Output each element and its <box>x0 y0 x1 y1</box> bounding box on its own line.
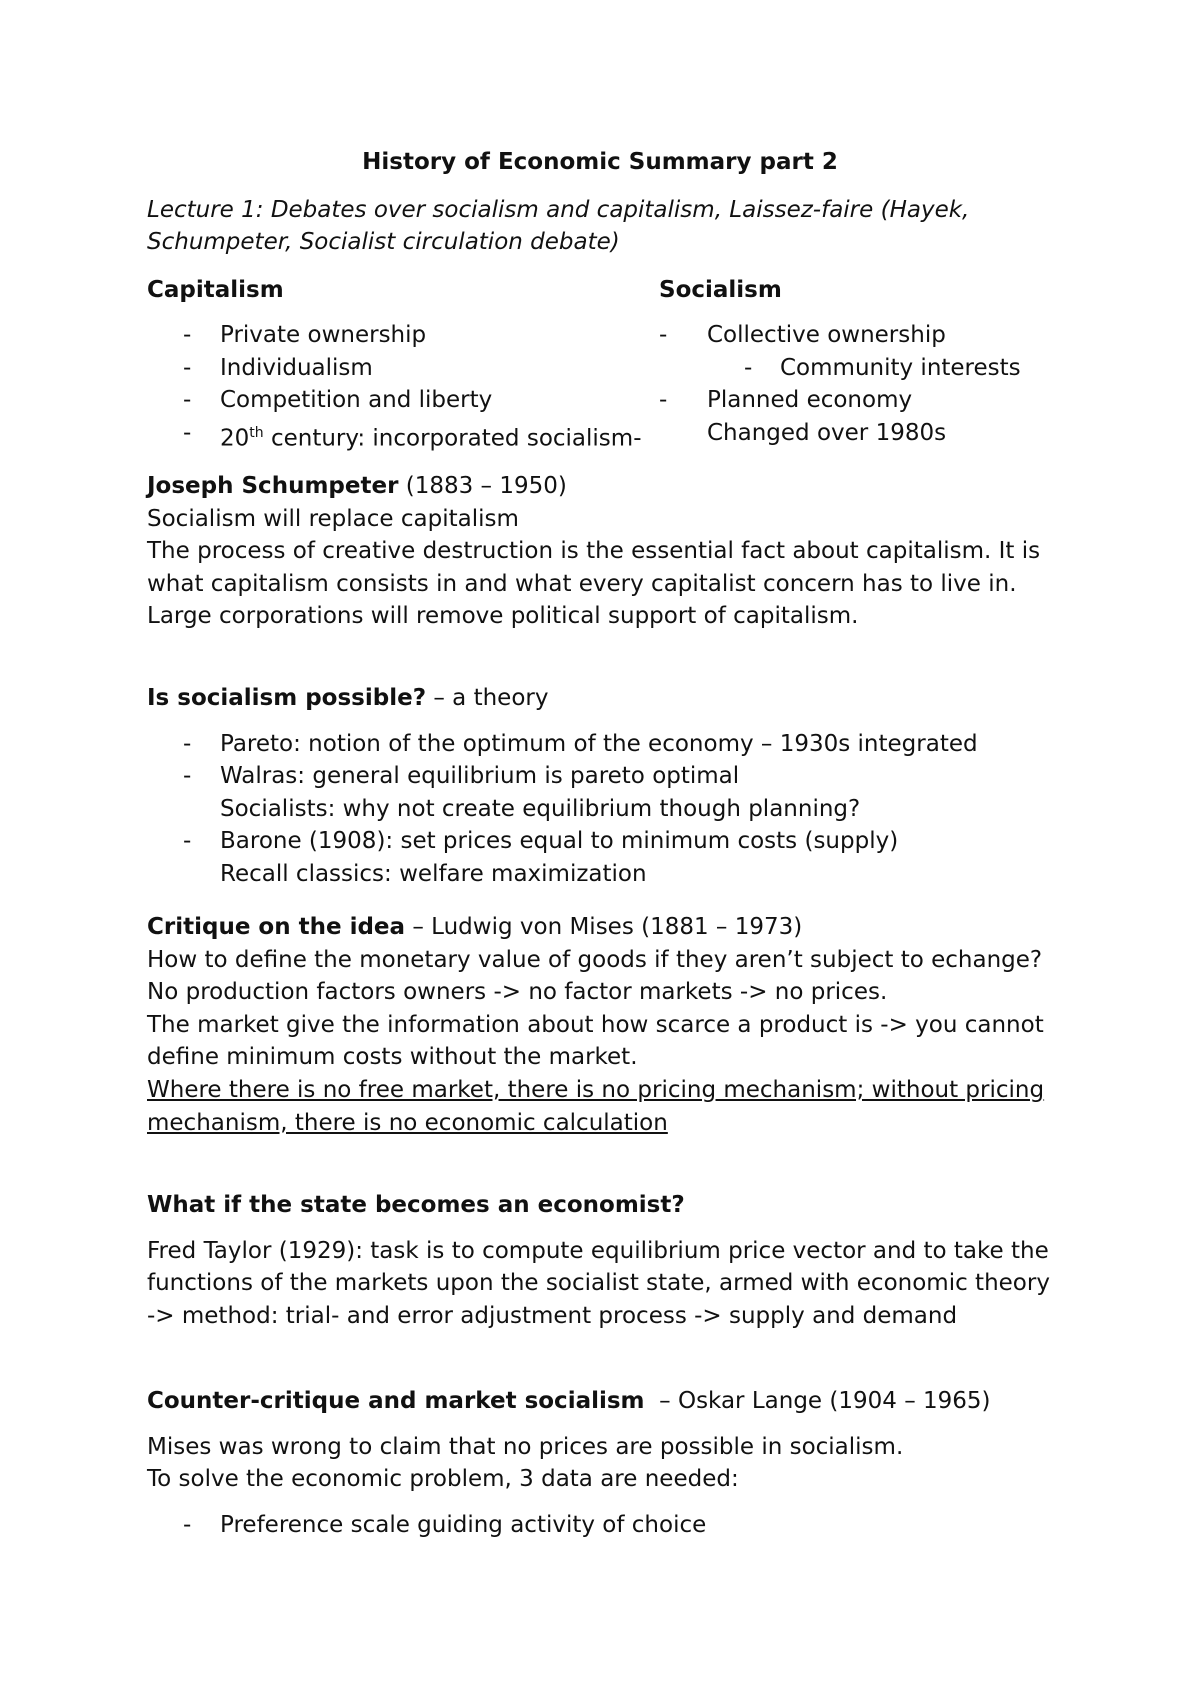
list-item <box>183 825 1067 858</box>
list-item <box>707 417 1021 450</box>
lange-section <box>147 1385 1067 1541</box>
bullet-dash: - <box>659 322 668 348</box>
heading-suffix: – Oskar Lange (1904 – 1965) <box>644 1388 991 1414</box>
list-item-text: Changed over 1980s <box>707 419 947 446</box>
paragraph: Large corporations will remove political support of capitalism. <box>147 603 859 630</box>
list-item-text: 20 <box>220 425 250 452</box>
paragraph: Socialism will replace capitalism <box>147 505 519 532</box>
list-item <box>183 760 1067 793</box>
capitalism-column <box>147 274 642 455</box>
possible-section <box>147 682 1067 891</box>
state-section <box>147 1189 1067 1332</box>
list-subitem <box>707 352 1021 385</box>
possible-list <box>147 728 1067 891</box>
list-item <box>183 728 1067 761</box>
bullet-dash: - <box>183 828 192 855</box>
bullet-dash: - <box>183 354 192 381</box>
list-item <box>183 319 642 352</box>
section-heading <box>147 682 1067 715</box>
bullet-dash: - <box>183 322 192 348</box>
list-item <box>183 352 642 385</box>
list-item-text: Walras: general equilibrium is pareto optimal <box>220 763 740 790</box>
bullet-dash: - <box>183 419 192 446</box>
page-title: History of Economic Summary part 2 <box>362 149 838 175</box>
section-heading <box>147 470 1067 503</box>
heading-bold: Critique on the idea <box>147 914 406 940</box>
list-item-text: Planned economy <box>707 387 913 413</box>
list-item-text: Individualism <box>220 354 373 381</box>
paragraph: To solve the economic problem, 3 data are needed: <box>147 1466 739 1493</box>
list-item-text: Competition and liberty <box>220 387 493 413</box>
list-item-text: century: incorporated socialism <box>263 425 634 452</box>
socialism-list <box>659 319 1021 449</box>
capitalism-list <box>183 319 642 455</box>
list-item-text: Pareto: notion of the optimum of the economy – 1930s integrated <box>220 730 978 757</box>
lange-list <box>147 1509 1067 1542</box>
list-item <box>183 384 642 417</box>
list-item-text: Collective ownership <box>707 322 946 348</box>
list-item-text: Community interests <box>780 354 1021 381</box>
section-heading <box>147 1385 1067 1418</box>
heading-suffix: – Ludwig von Mises (1881 – 1973) <box>405 914 803 940</box>
list-item-text: Recall classics: welfare maximization <box>220 860 647 887</box>
bullet-list <box>183 1509 1067 1542</box>
paragraph: No production factors owners -> no factor markets -> no prices. <box>147 979 888 1006</box>
section-heading: What if the state becomes an economist? <box>147 1192 685 1218</box>
critique-section <box>147 911 1067 1139</box>
list-item <box>659 319 1021 352</box>
socialism-column <box>659 274 1021 449</box>
paragraph: Fred Taylor (1929): task is to compute equilibrium price vector and to take the functions of the markets upon the socialist state, armed with economic theory <box>147 1237 1050 1297</box>
heading-bold: Counter-critique and market socialism <box>147 1388 645 1414</box>
bullet-dash: - <box>183 763 192 790</box>
lecture-subtitle: Lecture 1: Debates over socialism and capitalism, Laissez-faire (Hayek, Schumpeter, Socialist circulation debate) <box>147 197 970 255</box>
list-item-continued <box>220 858 1067 891</box>
list-item-text: Barone (1908): set prices equal to minimum costs (supply) <box>220 828 899 855</box>
paragraph: The process of creative destruction is the essential fact about capitalism. It is what capitalism consists in and what every capitalist concern has to live in. <box>147 538 1041 597</box>
heading-suffix: – a theory <box>426 685 549 711</box>
paragraph: -> method: trial- and error adjustment process -> supply and demand <box>147 1302 958 1329</box>
list-item-text: Socialists: why not create equilibrium though planning? <box>220 795 861 822</box>
list-item <box>183 417 642 455</box>
list-item <box>659 384 1021 417</box>
list-item <box>183 1509 1067 1542</box>
bullet-dash: - <box>183 1511 192 1538</box>
list-item-text: Private ownership <box>220 322 427 348</box>
heading-bold: Joseph Schumpeter <box>147 473 399 499</box>
bullet-list <box>183 728 1067 891</box>
paragraph: The market give the information about how scarce a product is -> you cannot define minimum costs without the market. <box>147 1011 1044 1071</box>
heading-suffix: (1883 – 1950) <box>398 473 567 499</box>
list-item-continued <box>220 793 1067 826</box>
bullet-dash: - <box>633 425 642 452</box>
underlined-paragraph: Where there is no free market, there is no pricing mechanism; without pricing mechanism, there is no economic calculation <box>147 1076 1045 1136</box>
superscript: th <box>249 424 264 441</box>
bullet-dash: - <box>659 387 668 413</box>
bullet-dash: - <box>183 387 192 413</box>
paragraph: How to define the monetary value of goods if they aren’t subject to echange? <box>147 946 1043 973</box>
paragraph: Mises was wrong to claim that no prices are possible in socialism. <box>147 1433 904 1460</box>
bullet-dash: - <box>183 730 192 757</box>
bullet-dash: - <box>744 354 753 381</box>
schumpeter-section <box>147 470 1067 633</box>
list-item-text: Preference scale guiding activity of choice <box>220 1511 707 1538</box>
socialism-heading: Socialism <box>659 277 782 303</box>
capitalism-heading: Capitalism <box>147 277 284 303</box>
heading-bold: Is socialism possible? <box>147 685 427 711</box>
section-heading <box>147 911 1067 944</box>
